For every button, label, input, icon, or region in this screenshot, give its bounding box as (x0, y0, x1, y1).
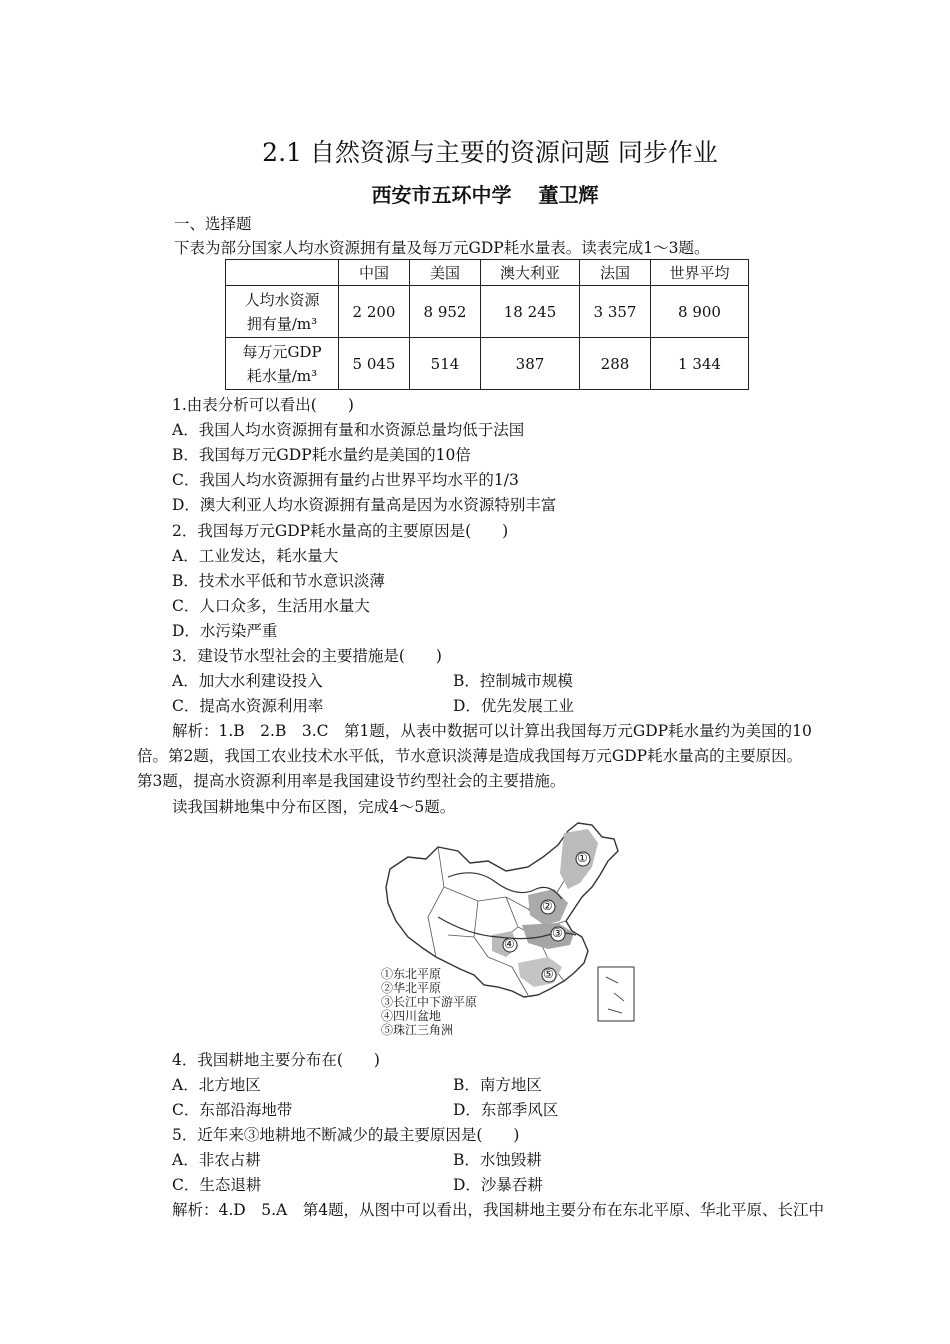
legend-item: ①东北平原 (381, 967, 442, 981)
question-2-option-d[interactable]: D．水污染严重 (172, 622, 278, 640)
table-header-cell: 美国 (410, 260, 481, 286)
row-label (226, 286, 339, 338)
table-row (226, 286, 749, 338)
marker-label: ⑤ (543, 967, 554, 981)
author-line: 西安市五环中学 董卫辉 (371, 183, 599, 207)
question-4-option-c[interactable]: C．东部沿海地带 (172, 1101, 293, 1119)
question-5-stem: 5．近年来③地耕地不断减少的最主要原因是( ) (172, 1126, 520, 1144)
question-5-option-c[interactable]: C．生态退耕 (172, 1176, 262, 1194)
table-cell: 2 200 (339, 286, 410, 338)
table-cell: 8 900 (651, 286, 749, 338)
table-cell: 1 344 (651, 338, 749, 390)
question-1-option-a[interactable]: A．我国人均水资源拥有量和水资源总量均低于法国 (172, 421, 525, 439)
table-cell: 3 357 (580, 286, 651, 338)
question-5-option-a[interactable]: A．非农占耕 (172, 1151, 261, 1169)
question-3-option-d[interactable]: D．优先发展工业 (453, 697, 574, 715)
question-4-stem: 4．我国耕地主要分布在( ) (172, 1051, 380, 1069)
china-farmland-map (378, 817, 640, 1039)
table-row (226, 338, 749, 390)
table-header-cell: 世界平均 (651, 260, 749, 286)
legend-item: ④四川盆地 (381, 1009, 442, 1023)
question-2-option-c[interactable]: C．人口众多，生活用水量大 (172, 597, 370, 615)
question-2-stem: 2．我国每万元GDP耗水量高的主要原因是( ) (172, 522, 509, 540)
table-cell: 288 (580, 338, 651, 390)
table-header-cell: 中国 (339, 260, 410, 286)
table-header-row (226, 260, 749, 286)
legend-item: ②华北平原 (381, 981, 442, 995)
table-cell: 514 (410, 338, 481, 390)
analysis-1-line: 倍。第2题，我国工农业技术水平低，节水意识淡薄是造成我国每万元GDP耗水量高的主要原因。 (137, 747, 803, 765)
question-1-option-b[interactable]: B．我国每万元GDP耗水量约是美国的10倍 (172, 446, 471, 464)
question-5-option-b[interactable]: B．水蚀毁耕 (453, 1151, 542, 1169)
row-label (226, 338, 339, 390)
question-4-option-a[interactable]: A．北方地区 (172, 1076, 261, 1094)
analysis-1-line: 第3题，提高水资源利用率是我国建设节约型社会的主要措施。 (137, 772, 566, 790)
table-cell: 18 245 (481, 286, 580, 338)
analysis-1-line: 解析：1.B 2.B 3.C 第1题，从表中数据可以计算出我国每万元GDP耗水量约为美国的10 (172, 722, 812, 740)
question-3-stem: 3．建设节水型社会的主要措施是( ) (172, 647, 442, 665)
table-cell: 5 045 (339, 338, 410, 390)
question-3-option-a[interactable]: A．加大水利建设投入 (172, 672, 323, 690)
question-1-option-d[interactable]: D．澳大利亚人均水资源拥有量高是因为水资源特别丰富 (172, 496, 557, 514)
analysis-2-line: 解析：4.D 5.A 第4题，从图中可以看出，我国耕地主要分布在东北平原、华北平原、长江中 (172, 1201, 825, 1219)
marker-label: ② (542, 899, 553, 913)
row-label-line1: 每万元GDP (242, 342, 322, 361)
table-header-cell: 法国 (580, 260, 651, 286)
question-2-option-a[interactable]: A．工业发达，耗水量大 (172, 547, 339, 565)
section-heading: 一、选择题 (174, 215, 252, 233)
question-1-stem: 1.由表分析可以看出( ) (172, 396, 354, 414)
row-label-line1: 人均水资源 (244, 290, 320, 309)
marker-label: ① (577, 851, 588, 865)
page-title: 2.1 自然资源与主要的资源问题 同步作业 (262, 138, 718, 167)
map-intro: 读我国耕地集中分布区图，完成4～5题。 (172, 798, 456, 816)
table-header-cell (226, 260, 339, 286)
question-3-option-c[interactable]: C．提高水资源利用率 (172, 697, 324, 715)
question-2-option-b[interactable]: B．技术水平低和节水意识淡薄 (172, 572, 385, 590)
table-cell: 387 (481, 338, 580, 390)
row-label-line2: 耗水量/m³ (246, 366, 318, 385)
table-header-cell: 澳大利亚 (481, 260, 580, 286)
question-1-option-c[interactable]: C．我国人均水资源拥有量约占世界平均水平的1/3 (172, 471, 519, 489)
question-5-option-d[interactable]: D．沙暴吞耕 (453, 1176, 543, 1194)
question-4-option-b[interactable]: B．南方地区 (453, 1076, 542, 1094)
legend-item: ③长江中下游平原 (381, 995, 478, 1009)
table-cell: 8 952 (410, 286, 481, 338)
marker-label: ③ (552, 926, 563, 940)
legend-item: ⑤珠江三角洲 (381, 1023, 454, 1037)
row-label-line2: 拥有量/m³ (246, 314, 318, 333)
question-3-option-b[interactable]: B．控制城市规模 (453, 672, 573, 690)
map-legend (381, 967, 477, 1037)
table-intro: 下表为部分国家人均水资源拥有量及每万元GDP耗水量表。读表完成1～3题。 (174, 239, 710, 257)
water-resource-table (225, 259, 749, 390)
marker-label: ④ (504, 937, 515, 951)
question-4-option-d[interactable]: D．东部季风区 (453, 1101, 559, 1119)
